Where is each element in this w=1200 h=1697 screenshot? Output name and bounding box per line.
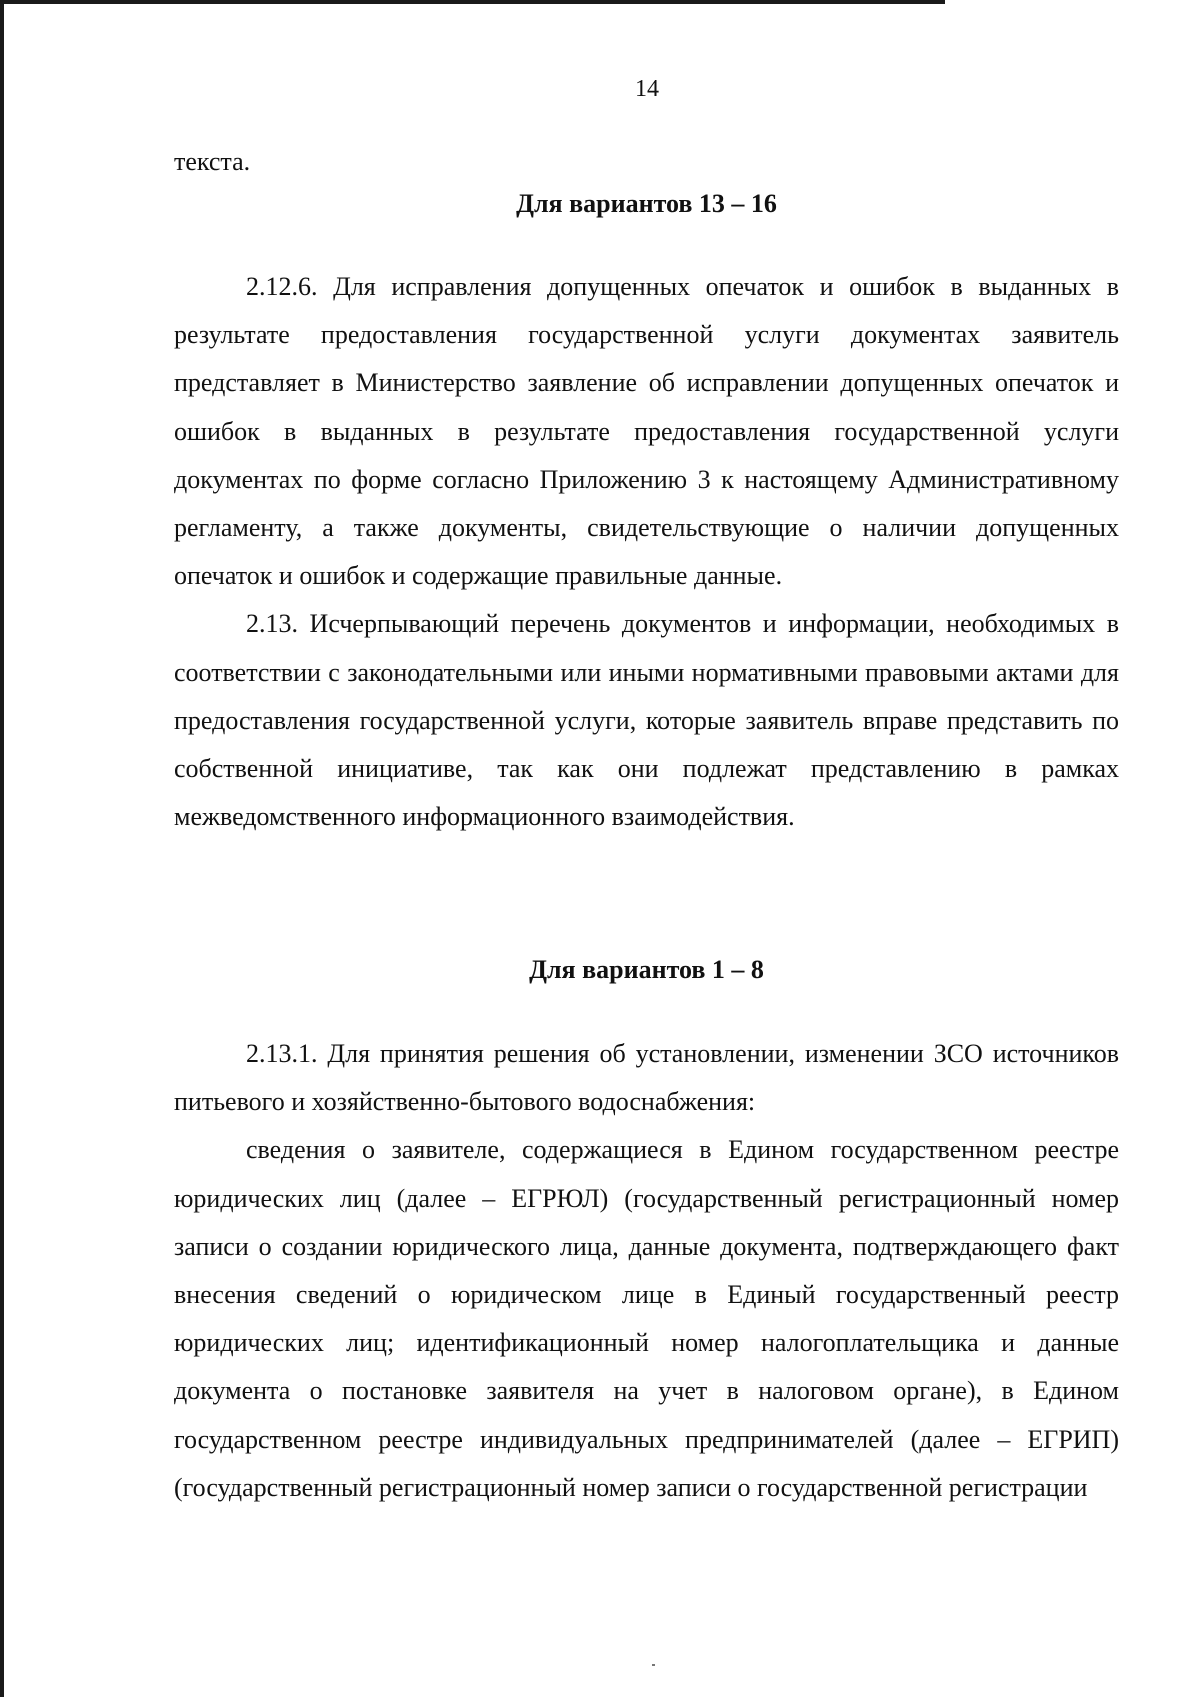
page-number: 14 — [635, 76, 659, 102]
paragraph-2-12-6: 2.12.6. Для исправления допущенных опечаток и ошибок в выданных в результате предоставления государственной услуги документах заявитель представляет в Министерство заявление об исправлении допущенных опечаток и ошибок в выданных в результате предоставления государственной услуги документах по форме согласно Приложению 3 к настоящему Административному регламенту, а также документы, свидетельствующие о наличии допущенных опечаток и ошибок и содержащие правильные данные. — [174, 272, 1119, 591]
paragraph-svedeniya: сведения о заявителе, содержащиеся в Едином государственном реестре юридических лиц (далее – ЕГРЮЛ) (государственный регистрационный номер записи о создании юридического лица, данные документа, подтверждающего факт внесения сведений о юридическом лице в Единый государственный реестр юридических лиц; идентификационный номер налогоплательщика и данные документа о постановке заявителя на учет в налоговом органе), в Едином государственном реестре индивидуальных предпринимателей (далее – ЕГРИП) (государственный регистрационный номер записи о государственной регистрации — [174, 1135, 1119, 1502]
heading-variants-1-8: Для вариантов 1 – 8 — [529, 955, 764, 984]
scan-speck — [652, 1664, 655, 1666]
paragraph-2-13-1: 2.13.1. Для принятия решения об установлении, изменении ЗСО источников питьевого и хозяйственно-бытового водоснабжения: — [174, 1039, 1119, 1117]
paragraph-2-13: 2.13. Исчерпывающий перечень документов и информации, необходимых в соответствии с законодательными или иными нормативными правовыми актами для предоставления государственной услуги, которые заявитель вправе представить по собственной инициативе, так как они подлежат представлению в рамках межведомственного информационного взаимодействия. — [174, 609, 1119, 832]
text-block-bottom — [174, 1030, 1119, 1512]
heading-variants-13-16: Для вариантов 13 – 16 — [516, 189, 777, 218]
scan-border-top — [0, 0, 945, 4]
continuation-text: текста. — [174, 147, 251, 176]
text-block-middle — [174, 263, 1119, 841]
scan-border-left — [0, 0, 4, 1697]
text-block-top — [174, 138, 1119, 186]
